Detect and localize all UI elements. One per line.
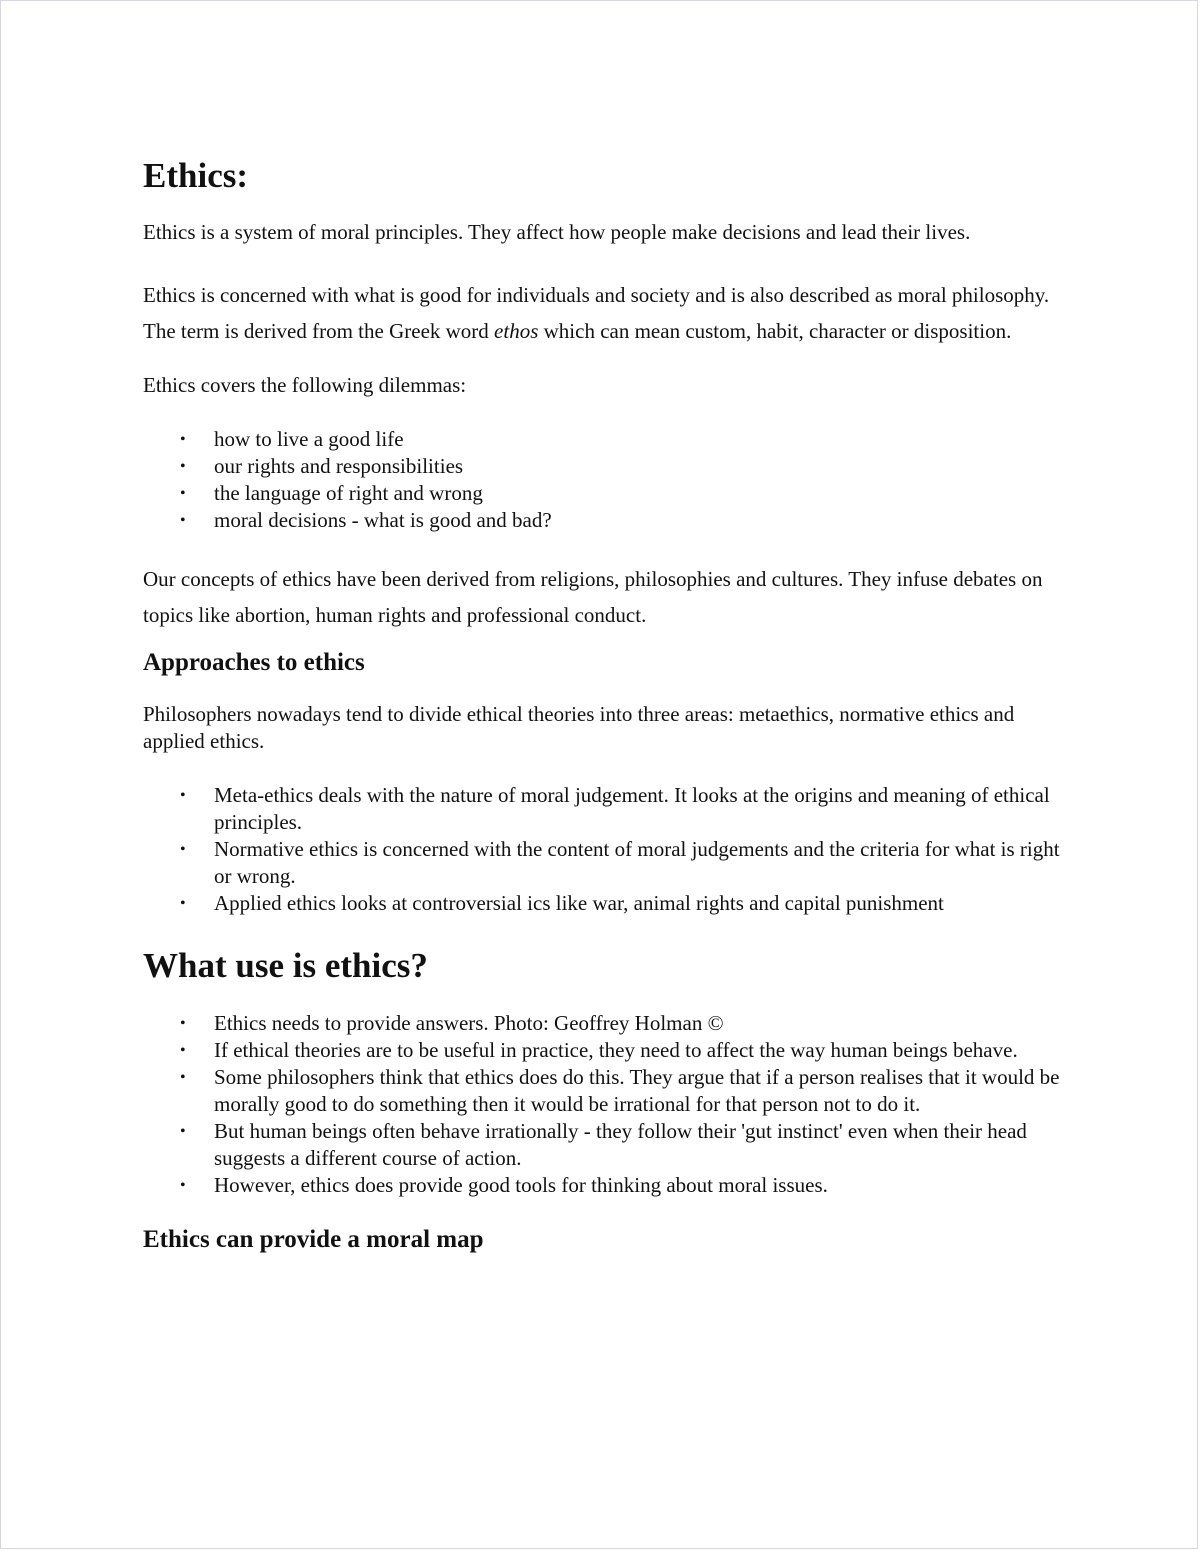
list-item	[143, 1172, 1063, 1199]
list-item	[143, 1037, 1063, 1064]
paragraph-intro: Ethics is a system of moral principles. They affect how people make decisions and lead their lives.	[143, 220, 971, 244]
term-text-before: The term is derived from the Greek word	[143, 319, 495, 343]
list-item-text: Applied ethics looks at controversial ics like war, animal rights and capital punishment	[214, 891, 944, 915]
approaches-list	[143, 782, 1063, 917]
bullet-icon: •	[180, 458, 186, 475]
document-content	[143, 151, 1063, 1256]
heading-ethics: Ethics:	[143, 156, 248, 195]
list-item	[143, 890, 1063, 917]
use-points-list	[143, 1010, 1063, 1199]
paragraph-concerned: Ethics is concerned with what is good for individuals and society and is also described as moral philosophy.	[143, 283, 1050, 307]
list-item	[143, 426, 1063, 453]
bullet-icon: •	[180, 512, 186, 529]
bullet-icon: •	[180, 1015, 186, 1032]
list-item	[143, 453, 1063, 480]
list-item	[143, 1118, 1063, 1172]
list-item-text: However, ethics does provide good tools for thinking about moral issues.	[214, 1173, 828, 1197]
bullet-icon: •	[180, 841, 186, 858]
list-item-text: Ethics needs to provide answers. Photo: Geoffrey Holman ©	[214, 1011, 724, 1035]
bullet-icon: •	[180, 1177, 186, 1194]
bullet-icon: •	[180, 1069, 186, 1086]
list-item	[143, 1010, 1063, 1037]
heading-what-use: What use is ethics?	[143, 946, 428, 985]
list-item-text: Some philosophers think that ethics does do this. They argue that if a person realises that it would be morally good to do something then it would be irrational for that person not to do it.	[214, 1065, 1060, 1116]
heading-moral-map: Ethics can provide a moral map	[143, 1226, 484, 1253]
dilemmas-list	[143, 426, 1063, 534]
list-item-text: how to live a good life	[214, 427, 404, 451]
bullet-icon: •	[180, 485, 186, 502]
list-item	[143, 480, 1063, 507]
bullet-icon: •	[180, 1123, 186, 1140]
list-item	[143, 836, 1063, 890]
list-item-text: the language of right and wrong	[214, 481, 483, 505]
paragraph-concepts: Our concepts of ethics have been derived from religions, philosophies and cultures. They infuse debates on topics like abortion, human rights and professional conduct.	[143, 567, 1043, 627]
paragraph-term-origin	[143, 318, 1063, 345]
paragraph-covers-intro: Ethics covers the following dilemmas:	[143, 373, 467, 397]
list-item-text: Meta-ethics deals with the nature of moral judgement. It looks at the origins and meaning of ethical principles.	[214, 783, 1050, 834]
bullet-icon: •	[180, 1042, 186, 1059]
term-text-after: which can mean custom, habit, character or disposition.	[538, 319, 1012, 343]
bullet-icon: •	[180, 787, 186, 804]
list-item-text: moral decisions - what is good and bad?	[214, 508, 552, 532]
heading-approaches: Approaches to ethics	[143, 649, 365, 676]
list-item	[143, 1064, 1063, 1118]
list-item-text: Normative ethics is concerned with the content of moral judgements and the criteria for what is right or wrong.	[214, 837, 1060, 888]
list-item	[143, 782, 1063, 836]
list-item	[143, 507, 1063, 534]
list-item-text: If ethical theories are to be useful in practice, they need to affect the way human beings behave.	[214, 1038, 1018, 1062]
list-item-text: But human beings often behave irrationally - they follow their 'gut instinct' even when their head suggests a different course of action.	[214, 1119, 1027, 1170]
list-item-text: our rights and responsibilities	[214, 454, 464, 478]
paragraph-philosophers: Philosophers nowadays tend to divide ethical theories into three areas: metaethics, normative ethics and applied ethics.	[143, 702, 1015, 753]
bullet-icon: •	[180, 895, 186, 912]
term-italic-ethos: ethos	[494, 319, 539, 343]
bullet-icon: •	[180, 431, 186, 448]
